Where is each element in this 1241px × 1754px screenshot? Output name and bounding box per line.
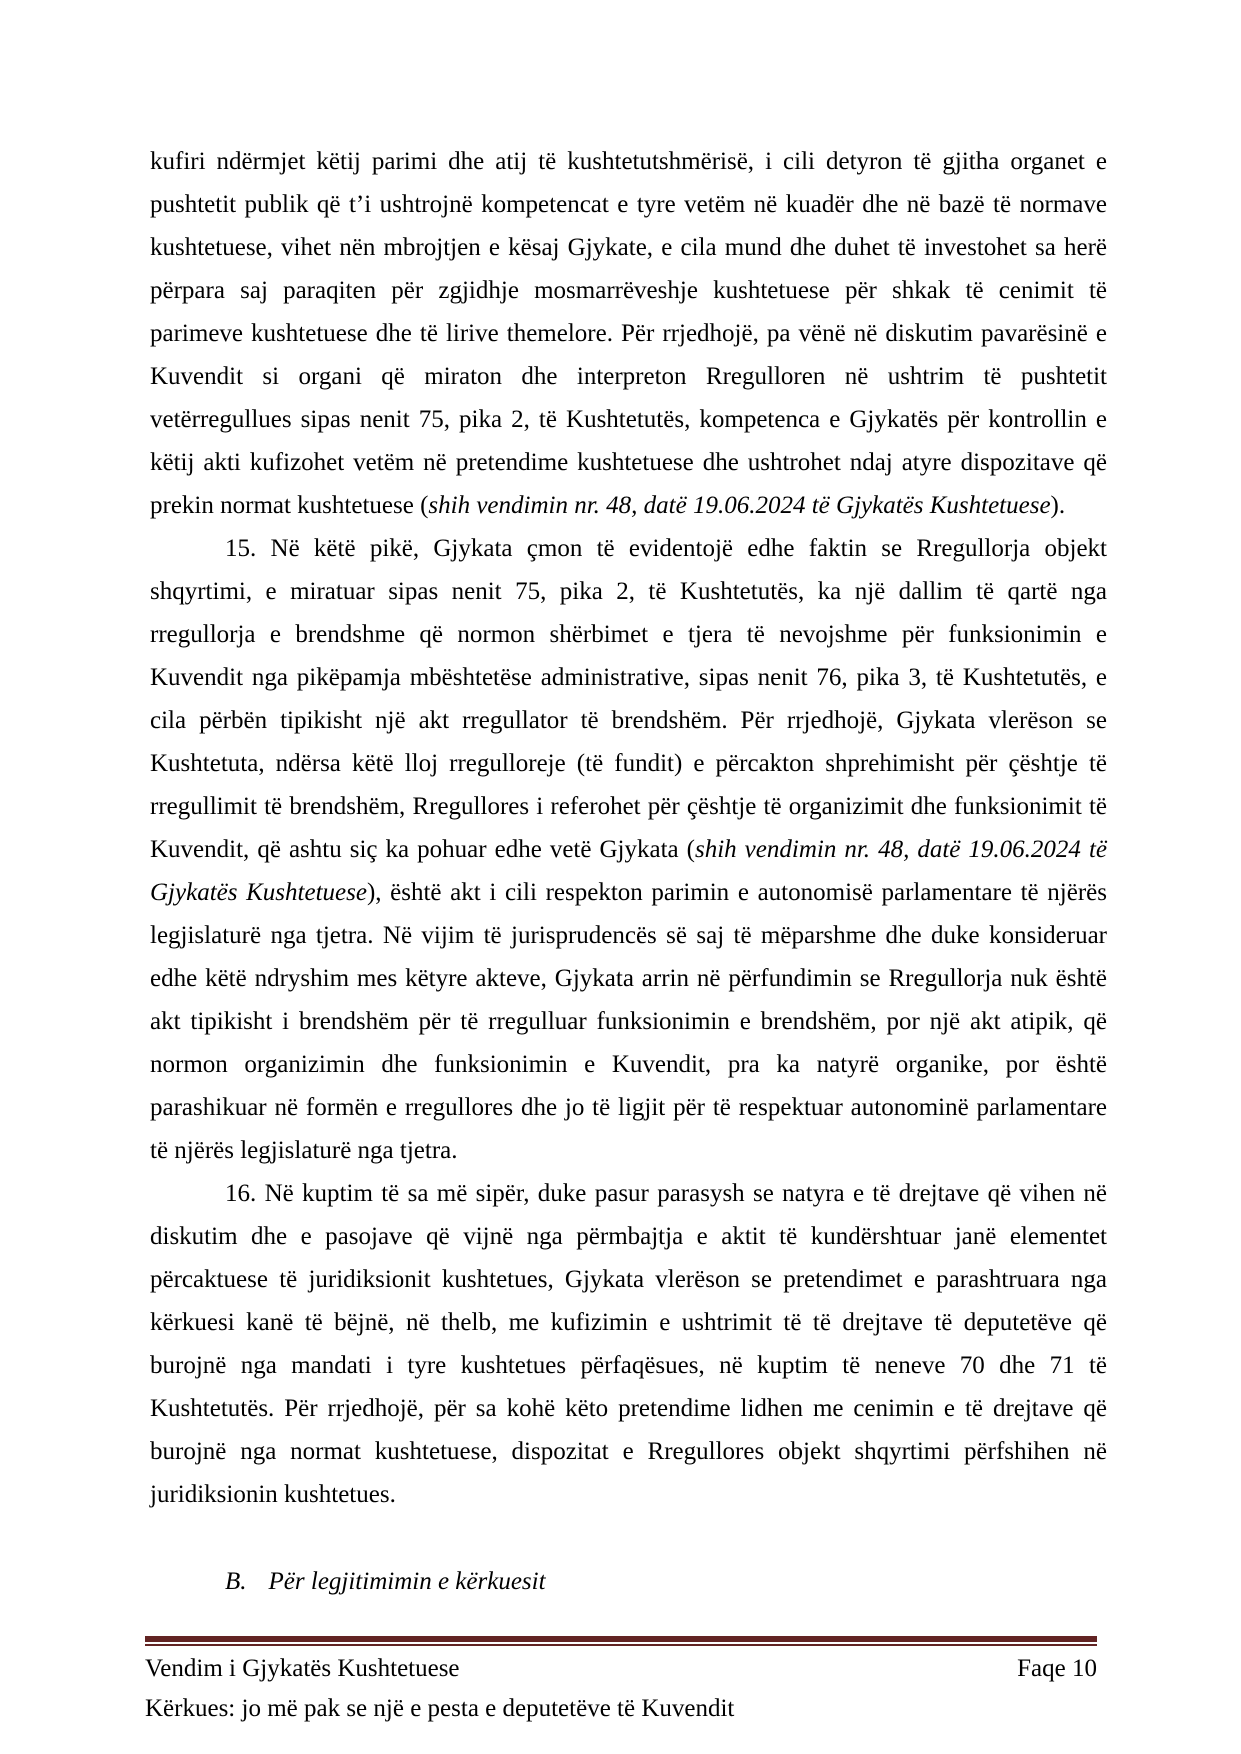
paragraph-15 [150,527,1107,1172]
paragraph-16-text: 16. Në kuptim të sa më sipër, duke pasur parasysh se natyra e të drejtave që vihen në diskutim dhe e pasojave që vijnë nga përmbajtja e aktit të kundërshtuar janë elementet përcaktuese të juridiksionit kushtetues, Gjykata vlerëson se pretendimet e parashtruara nga kërkuesi kanë të bëjnë, në thelb, me kufizimin e ushtrimit të të drejtave të deputetëve që burojnë nga mandati i tyre kushtetues përfaqësues, në kuptim të neneve 70 dhe 71 të Kushtetutës. Për rrjedhojë, për sa kohë këto pretendime lidhen me cenimin e të drejtave që burojnë nga normat kushtetuese, dispozitat e Rregullores objekt shqyrtimi përfshihen në juridiksionin kushtetues. [150,1180,1107,1508]
section-heading [150,1560,1107,1603]
paragraph-15-text: ), është akt i cili respekton parimin e autonomisë parlamentare të njërës legjislaturë nga tjetra. Në vijim të jurisprudencës së saj të mëparshme dhe duke konsideruar edhe këtë ndryshim mes këtyre akteve, Gjykata arrin në përfundimin se Rregullorja nuk është akt tipikisht i brendshëm për të rregulluar funksionimin e brendshëm, por një akt atipik, që normon organizimin dhe funksionimin e Kuvendit, pra ka natyrë organike, por është parashikuar në formën e rregullores dhe jo të ligjit për të respektuar autonominë parlamentare të njërës legjislaturë nga tjetra. [150,879,1108,1164]
page-body [150,140,1107,1603]
paragraph-15-text: 15. Në këtë pikë, Gjykata çmon të evidentojë edhe faktin se Rregullorja objekt shqyrtimi, e miratuar sipas nenit 75, pika 2, të Kushtetutës, ka një dallim të qartë nga rregullorja e brendshme që normon shërbimet e tjera të nevojshme për funksionimin e Kuvendit nga pikëpamja mbështetëse administrative, sipas nenit 76, pika 3, të Kushtetutës, e cila përbën tipikisht një akt rregullator të brendshëm. Për rrjedhojë, Gjykata vlerëson se Kushtetuta, ndërsa këtë lloj rregulloreje (të fundit) e përcakton shprehimisht për çështje të rregullimit të brendshëm, Rregullores i referohet për çështje të organizimit dhe funksionimit të Kuvendit, që ashtu siç ka pohuar edhe vetë Gjykata ( [150,535,1107,863]
footer-line-1 [145,1649,1097,1689]
body-paragraphs [150,140,1107,1516]
section-heading-label: B. [225,1568,247,1595]
footer-document-title: Vendim i Gjykatës Kushtetuese [145,1655,460,1682]
paragraph-15-citation: shih vendimin nr. 48, datë 19.06.2024 të Gjykatës Kushtetuese [150,836,1107,906]
paragraph-continuation-citation: shih vendimin nr. 48, datë 19.06.2024 të Gjykatës Kushtetuese [428,492,1051,519]
footer-rule-thick [145,1636,1097,1642]
paragraph-continuation-text: ). [1050,492,1066,519]
paragraph-16 [150,1172,1107,1516]
footer-page-number: Faqe 10 [1017,1655,1097,1682]
footer-rule-thin [145,1644,1097,1646]
footer-requester-line: Kërkues: jo më pak se një e pesta e deputetëve të Kuvendit [145,1695,735,1722]
page-footer [145,1636,1097,1729]
section-heading-title: Për legjitimimin e kërkuesit [268,1568,546,1595]
paragraph-continuation-text: kufiri ndërmjet këtij parimi dhe atij të kushtetutshmërisë, i cili detyron të gjitha organet e pushtetit publik që t’i ushtrojnë kompetencat e tyre vetëm në kuadër dhe në bazë të normave kushtetuese, vihet nën mbrojtjen e kësaj Gjykate, e cila mund dhe duhet të investohet sa herë përpara saj paraqiten për zgjidhje mosmarrëveshje kushtetuese për shkak të cenimit të parimeve kushtetuese dhe të lirive themelore. Për rrjedhojë, pa vënë në diskutim pavarësinë e Kuvendit si organi që miraton dhe interpreton Rregulloren në ushtrim të pushtetit vetërregullues sipas nenit 75, pika 2, të Kushtetutës, kompetenca e Gjykatës për kontrollin e këtij akti kufizohet vetëm në pretendime kushtetuese dhe ushtrohet ndaj atyre dispozitave që prekin normat kushtetuese ( [150,148,1107,519]
paragraph-continuation [150,140,1107,527]
